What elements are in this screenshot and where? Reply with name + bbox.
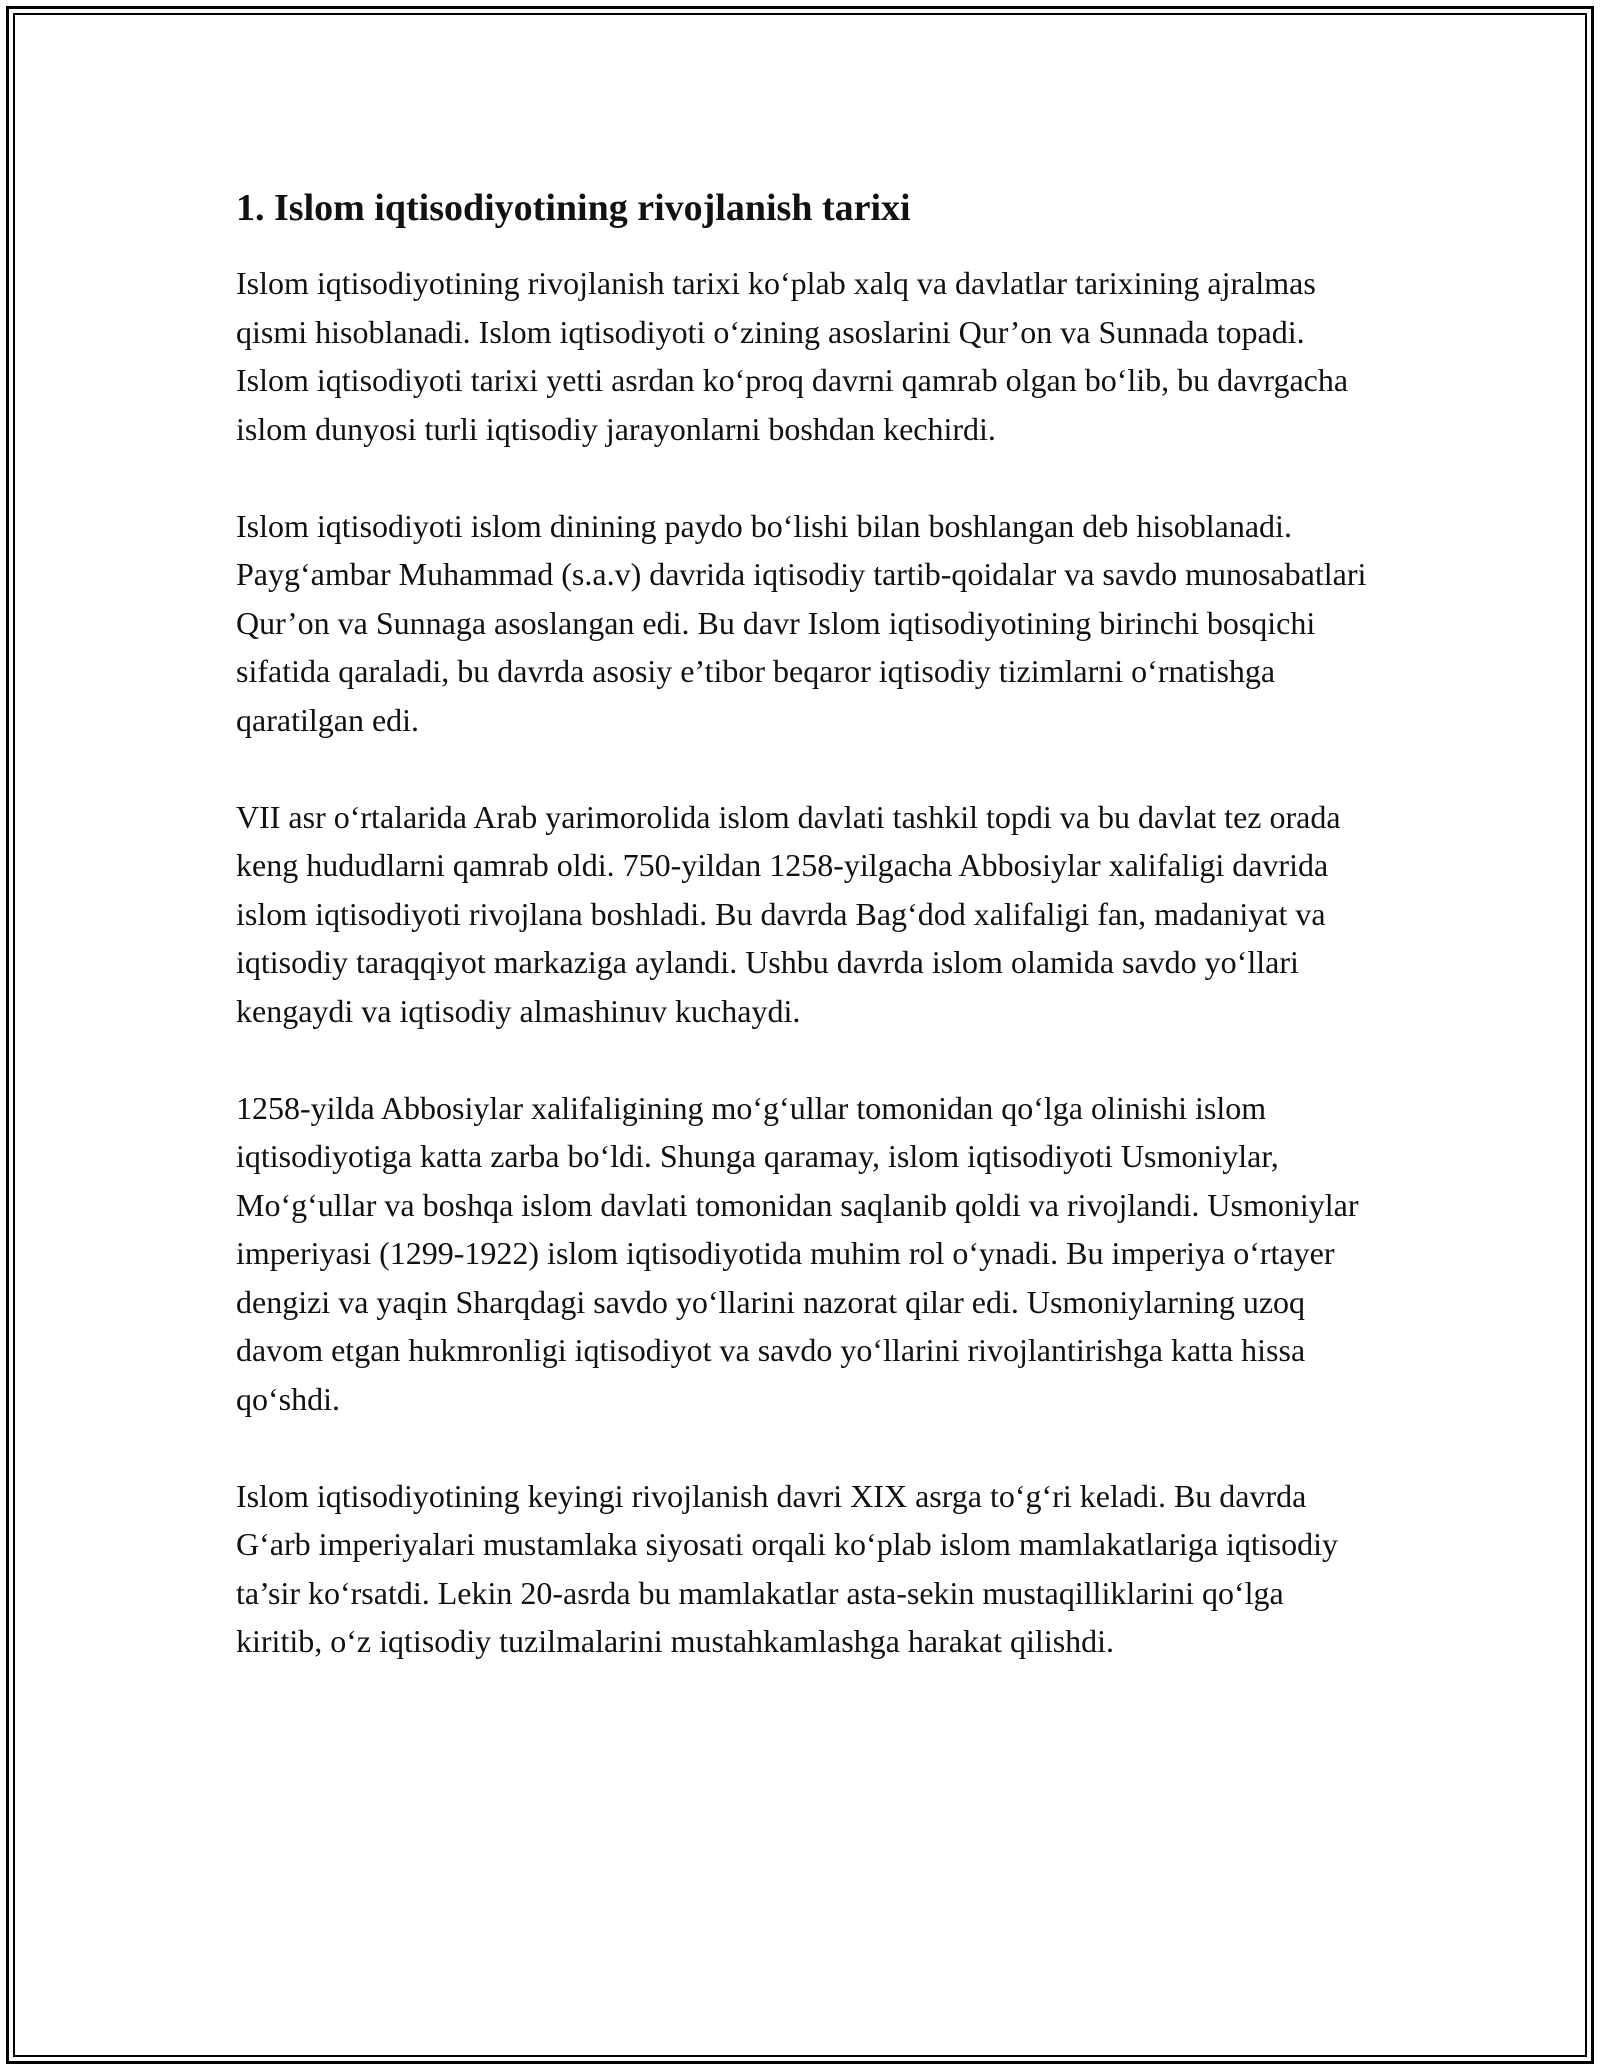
section-heading: 1. Islom iqtisodiyotining rivojlanish tarixi bbox=[236, 187, 911, 229]
paragraph-3: VII asr o‘rtalarida Arab yarimorolida islom davlati tashkil topdi va bu davlat tez orada keng hududlarni qamrab oldi. 750-yildan 1258-yilgacha Abbosiylar xalifaligi davrida islom iqtisodiyoti rivojlana boshladi. Bu davrda Bag‘dod xalifaligi fan, madaniyat va iqtisodiy taraqqiyot markaziga aylandi. Ushbu davrda islom olamida savdo yo‘llari kengaydi va iqtisodiy almashinuv kuchaydi. bbox=[236, 798, 1341, 1029]
paragraph-4: 1258-yilda Abbosiylar xalifaligining mo‘g‘ullar tomonidan qo‘lga olinishi islom iqtisodiyotiga katta zarba bo‘ldi. Shunga qaramay, islom iqtisodiyoti Usmoniylar, Mo‘g‘ullar va boshqa islom davlati tomonidan saqlanib qoldi va rivojlandi. Usmoniylar imperiyasi (1299-1922) islom iqtisodiyotida muhim rol o‘ynadi. Bu imperiya o‘rtayer dengizi va yaqin Sharqdagi savdo yo‘llarini nazorat qilar edi. Usmoniylarning uzoq davom etgan hukmronligi iqtisodiyot va savdo yo‘llarini rivojlantirishga katta hissa qo‘shdi. bbox=[236, 1089, 1359, 1417]
paragraph-5: Islom iqtisodiyotining keyingi rivojlanish davri XIX asrga to‘g‘ri keladi. Bu davrda G‘arb imperiyalari mustamlaka siyosati orqali ko‘plab islom mamlakatlariga iqtisodiy ta’sir ko‘rsatdi. Lekin 20-asrda bu mamlakatlar asta-sekin mustaqilliklarini qo‘lga kiritib, o‘z iqtisodiy tuzilmalarini mustahkamlashga harakat qilishdi. bbox=[236, 1477, 1338, 1660]
paragraph-1: Islom iqtisodiyotining rivojlanish tarixi ko‘plab xalq va davlatlar tarixining ajralmas qismi hisoblanadi. Islom iqtisodiyoti o‘zining asoslarini Qur’on va Sunnada topadi. Islom iqtisodiyoti tarixi yetti asrdan ko‘proq davrni qamrab olgan bo‘lib, bu davrgacha islom dunyosi turli iqtisodiy jarayonlarni boshdan kechirdi. bbox=[236, 265, 1349, 447]
paragraph-2: Islom iqtisodiyoti islom dinining paydo bo‘lishi bilan boshlangan deb hisoblanadi. Payg‘ambar Muhammad (s.a.v) davrida iqtisodiy tartib-qoidalar va savdo munosabatlari Qur’on va Sunnaga asoslangan edi. Bu davr Islom iqtisodiyotining birinchi bosqichi sifatida qaraladi, bu davrda asosiy e’tibor beqaror iqtisodiy tizimlarni o‘rnatishga qaratilgan edi. bbox=[236, 507, 1367, 738]
document-body bbox=[236, 184, 1376, 1714]
